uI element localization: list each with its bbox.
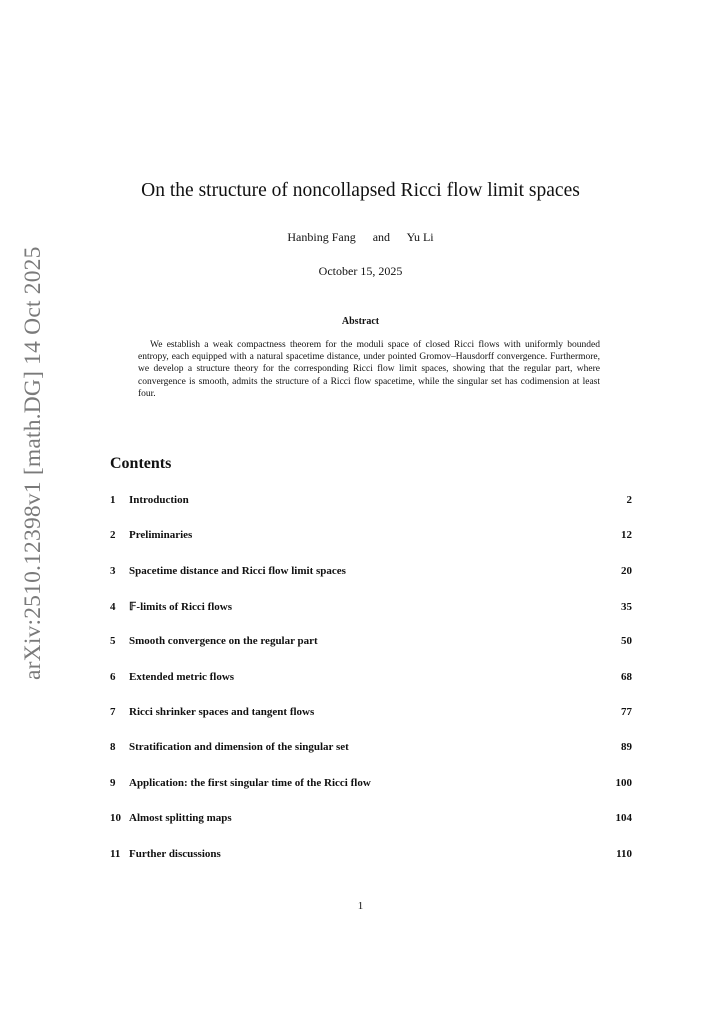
toc-entry-page: 110 (616, 848, 632, 860)
toc-entry-number: 8 (110, 741, 116, 753)
toc-entry-number: 1 (110, 494, 116, 506)
toc-entry-title: Stratification and dimension of the singular set (129, 741, 349, 753)
abstract-text: We establish a weak compactness theorem for the moduli space of closed Ricci flows with uniformly bounded entropy, each equipped with a natural spacetime distance, under pointed Gromov–Hausdorff convergence. Furthermore, we develop a structure theory for the corresponding Ricci flow limit spaces, showing that the regular part, where convergence is smooth, admits the structure of a Ricci flow spacetime, while the singular set has codimension at least four. (138, 340, 600, 399)
toc-entry-title: 𝔽-limits of Ricci flows (129, 601, 233, 613)
toc-entry[interactable] (110, 671, 632, 687)
toc-entry-page: 104 (615, 812, 632, 824)
authors (0, 230, 721, 245)
toc-entry-title: Spacetime distance and Ricci flow limit spaces (129, 565, 346, 577)
toc-entry-page: 20 (621, 565, 632, 577)
paper-title: On the structure of noncollapsed Ricci flow limit spaces (141, 180, 580, 201)
toc-entry-number: 3 (110, 565, 116, 577)
toc-entry-number: 5 (110, 635, 116, 647)
author-first: Hanbing Fang (287, 230, 356, 244)
toc-entry-page: 89 (621, 741, 632, 753)
toc-entry-title: Smooth convergence on the regular part (129, 635, 318, 647)
toc-entry[interactable] (110, 706, 632, 722)
toc-entry-page: 12 (621, 529, 632, 541)
toc-entry-page: 50 (621, 635, 632, 647)
toc-entry-title: Further discussions (129, 848, 221, 860)
toc-entry-page: 35 (621, 601, 632, 613)
toc-entry-title: Application: the first singular time of the Ricci flow (129, 777, 371, 789)
page-number: 1 (357, 900, 364, 912)
author-joiner: and (372, 230, 391, 244)
toc-entry[interactable] (110, 777, 632, 793)
toc-entry[interactable] (110, 529, 632, 545)
toc-entry-number: 11 (110, 848, 121, 860)
toc-entry-title: Introduction (129, 494, 189, 506)
toc-entry-title: Preliminaries (129, 529, 193, 541)
toc-entry[interactable] (110, 741, 632, 757)
toc-entry-title: Almost splitting maps (129, 812, 232, 824)
toc-entry-page: 100 (615, 777, 632, 789)
toc-entry[interactable] (110, 848, 632, 864)
toc-entry-number: 2 (110, 529, 116, 541)
toc-entry-number: 10 (110, 812, 121, 824)
author-second: Yu Li (406, 230, 434, 244)
paper-date: October 15, 2025 (318, 264, 403, 278)
toc-entry-page: 2 (626, 494, 632, 506)
abstract-heading: Abstract (341, 316, 380, 327)
toc-entry-number: 6 (110, 671, 116, 683)
toc-entry-page: 68 (621, 671, 632, 683)
toc-entry-number: 4 (110, 601, 116, 613)
arxiv-id: arXiv:2510.12398v1 [math.DG] 14 Oct 2025 (20, 246, 46, 680)
contents-heading: Contents (110, 455, 172, 472)
toc-entry-title: Ricci shrinker spaces and tangent flows (129, 706, 315, 718)
toc-entry-title: Extended metric flows (129, 671, 235, 683)
toc-entry[interactable] (110, 635, 632, 651)
toc-entry-number: 7 (110, 706, 116, 718)
toc-entry-page: 77 (621, 706, 632, 718)
toc-entry-number: 9 (110, 777, 116, 789)
toc-entry[interactable] (110, 565, 632, 581)
toc-entry[interactable] (110, 812, 632, 828)
toc-entry[interactable] (110, 494, 632, 510)
toc-entry[interactable] (110, 600, 632, 616)
